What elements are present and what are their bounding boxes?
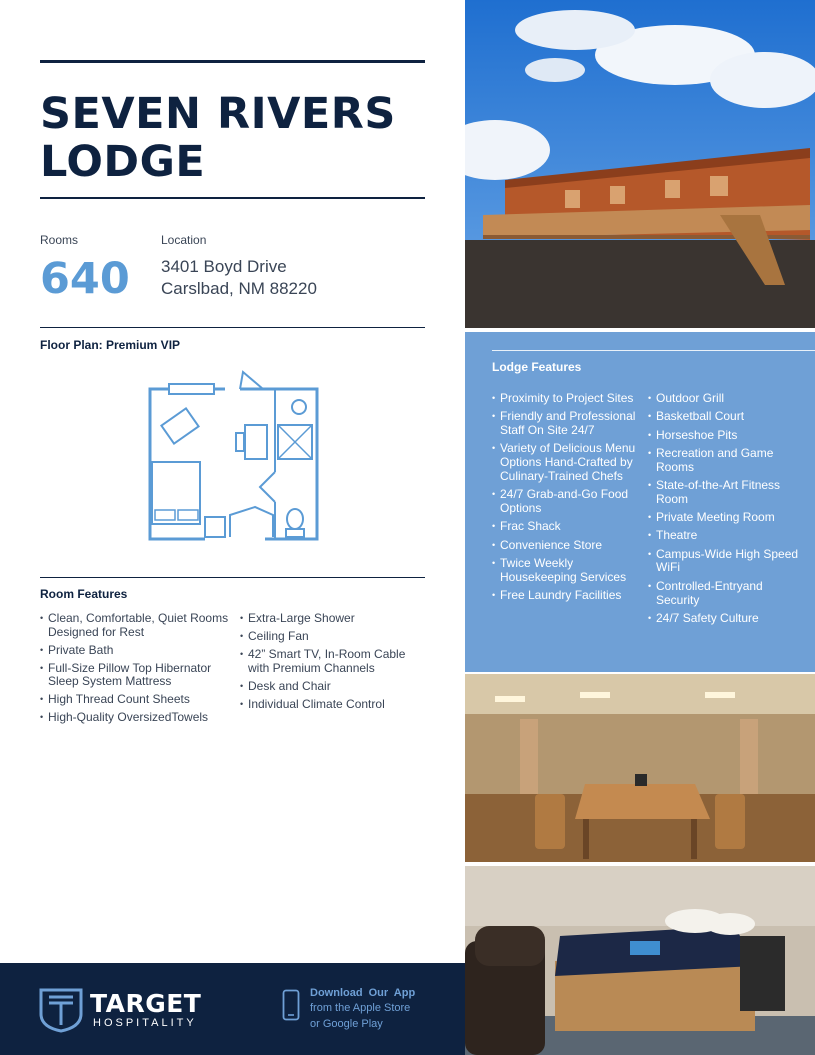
smartphone-icon xyxy=(282,989,300,1021)
list-item: • Private Meeting Room xyxy=(648,511,808,525)
google-play-text: or Google Play xyxy=(310,1018,383,1030)
list-item: • Free Laundry Facilities xyxy=(492,589,650,603)
location-label: Location xyxy=(161,233,207,247)
list-item: • Outdoor Grill xyxy=(648,392,808,406)
footer xyxy=(0,963,465,1055)
floor-plan-door-swing xyxy=(240,372,263,389)
floor-plan-bed xyxy=(152,462,200,524)
list-item: • Variety of Delicious Menu Options Hand-Crafted by Culinary-Trained Chefs xyxy=(492,442,650,483)
list-item: • Frac Shack xyxy=(492,520,650,534)
list-item: • Campus-Wide High Speed WiFi xyxy=(648,548,808,576)
top-rule xyxy=(40,60,425,63)
right-column xyxy=(465,0,815,1055)
list-item: • Extra-Large Shower xyxy=(240,612,425,626)
list-item: • High-Quality OversizedTowels xyxy=(40,711,230,725)
lodge-features-panel xyxy=(465,332,815,672)
list-item: • Friendly and Professional Staff On Site 24/7 xyxy=(492,410,650,438)
floor-plan-toilet xyxy=(287,509,303,529)
floor-plan-armchair xyxy=(161,408,198,443)
divider-floorplan xyxy=(40,327,425,328)
address-line-1: 3401 Boyd Drive xyxy=(161,257,287,276)
floor-plan-desk xyxy=(245,425,267,459)
room-features-col-1 xyxy=(40,612,230,729)
list-item: • Theatre xyxy=(648,529,808,543)
room-features-heading: Room Features xyxy=(40,587,128,601)
list-item: • Desk and Chair xyxy=(240,680,425,694)
rooms-label: Rooms xyxy=(40,233,79,247)
lodge-features-col-2 xyxy=(648,392,808,630)
list-item: • Full-Size Pillow Top Hibernator Sleep System Mattress xyxy=(40,662,230,689)
list-item: • Convenience Store xyxy=(492,539,650,553)
logo-wordmark: TARGET xyxy=(90,989,202,1018)
list-item: • Twice Weekly Housekeeping Services xyxy=(492,557,650,585)
list-item: • Horseshoe Pits xyxy=(648,429,808,443)
floor-plan-diagram xyxy=(145,367,325,547)
list-item: • Controlled-Entryand Security xyxy=(648,580,808,608)
list-item: • Recreation and Game Rooms xyxy=(648,447,808,475)
list-item: • 24/7 Grab-and-Go Food Options xyxy=(492,488,650,516)
list-item: • Proximity to Project Sites xyxy=(492,392,650,406)
floor-plan-nightstand xyxy=(205,517,225,537)
target-hospitality-logo-icon xyxy=(38,987,84,1033)
list-item: • Private Bath xyxy=(40,644,230,658)
room-features-col-2 xyxy=(240,612,425,716)
list-item: • Individual Climate Control xyxy=(240,698,425,712)
title-line-1: SEVEN RIVERS xyxy=(40,89,396,139)
list-item: • 42” Smart TV, In-Room Cable with Premium Channels xyxy=(240,648,425,675)
floor-plan-sink xyxy=(292,400,306,414)
floor-plan-chair xyxy=(236,433,244,451)
list-item: • Basketball Court xyxy=(648,410,808,424)
list-item: • Ceiling Fan xyxy=(240,630,425,644)
floor-plan-label: Floor Plan: Premium VIP xyxy=(40,338,181,352)
list-item: • High Thread Count Sheets xyxy=(40,693,230,707)
floor-plan-closet xyxy=(230,507,273,537)
dining-hall-photo xyxy=(465,674,815,862)
lodge-features-heading: Lodge Features xyxy=(492,360,582,374)
lodge-features-col-1 xyxy=(492,392,650,607)
page-title xyxy=(40,90,440,186)
title-line-2: LODGE xyxy=(40,137,206,187)
floor-plan-window xyxy=(169,384,214,394)
title-rule xyxy=(40,197,425,199)
list-item: • Clean, Comfortable, Quiet Rooms Designed for Rest xyxy=(40,612,230,639)
panel-rule xyxy=(492,350,815,351)
logo-subtitle: HOSPITALITY xyxy=(93,1017,197,1029)
rooms-count: 640 xyxy=(40,254,130,304)
list-item: • 24/7 Safety Culture xyxy=(648,612,808,626)
app-download-heading[interactable]: Download Our App xyxy=(310,987,416,999)
guest-room-photo xyxy=(465,866,815,1055)
divider-room-features xyxy=(40,577,425,578)
app-store-text: from the Apple Store xyxy=(310,1002,411,1014)
list-item: • State-of-the-Art Fitness Room xyxy=(648,479,808,507)
address-line-2: Carslbad, NM 88220 xyxy=(161,279,317,298)
lodge-exterior-photo xyxy=(465,0,815,328)
